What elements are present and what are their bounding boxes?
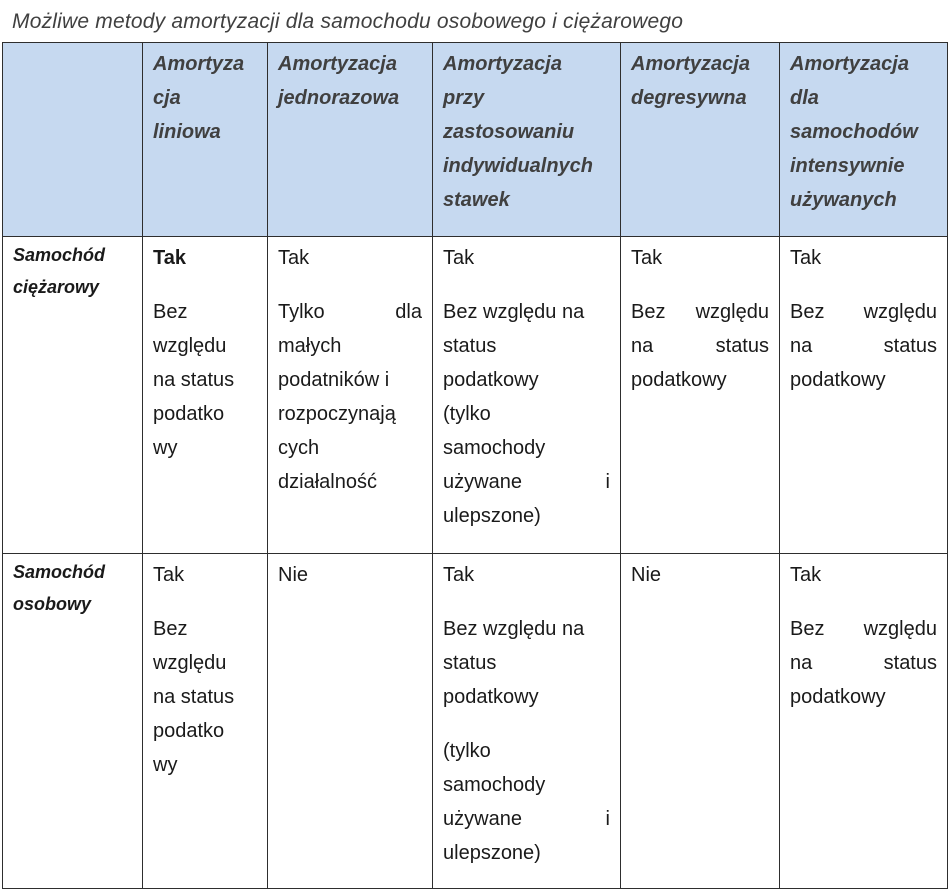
cell-line: status xyxy=(443,335,497,357)
cell-line: Bez względu na xyxy=(443,618,585,640)
table-row-car xyxy=(3,554,948,889)
header-line: samochodów xyxy=(790,121,918,143)
cell-line: względu xyxy=(153,652,227,674)
cell-line: samochody xyxy=(443,774,546,796)
cell-answer: Tak xyxy=(278,247,310,269)
row-label-line: Samochód xyxy=(13,562,106,582)
cell-car-one-time xyxy=(268,554,433,889)
table-caption: Możliwe metody amortyzacji dla samochodu osobowego i ciężarowego xyxy=(12,10,684,33)
header-empty-cell xyxy=(3,43,143,237)
row-header-truck xyxy=(3,237,143,554)
cell-answer: Tak xyxy=(153,564,185,586)
cell-line: używane i xyxy=(443,471,610,493)
header-line: zastosowaniu xyxy=(443,121,575,143)
header-line: jednorazowa xyxy=(278,87,400,109)
cell-car-linear xyxy=(143,554,268,889)
cell-line: podatkowy xyxy=(443,686,539,708)
cell-answer: Tak xyxy=(631,247,663,269)
cell-line: podatko xyxy=(153,720,225,742)
cell-line: Bez względu xyxy=(790,618,937,640)
cell-car-degressive xyxy=(621,554,780,889)
row-header-car xyxy=(3,554,143,889)
cell-line: podatkowy xyxy=(790,686,886,708)
header-line: przy xyxy=(443,87,485,109)
header-line: stawek xyxy=(443,189,510,211)
cell-answer: Tak xyxy=(790,247,822,269)
cell-line: cych xyxy=(278,437,320,459)
cell-car-individual xyxy=(433,554,621,889)
cell-truck-one-time xyxy=(268,237,433,554)
row-label-line: osobowy xyxy=(13,594,92,614)
cell-line: podatko xyxy=(153,403,225,425)
header-line: Amortyzacja xyxy=(631,53,750,75)
cell-line: wy xyxy=(153,754,178,776)
cell-line: na status xyxy=(790,335,937,357)
cell-truck-degressive xyxy=(621,237,780,554)
cell-line: działalność xyxy=(278,471,377,493)
cell-line: na status xyxy=(790,652,937,674)
cell-line: Tylko dla xyxy=(278,301,422,323)
cell-line: status xyxy=(443,652,497,674)
cell-answer: Tak xyxy=(443,247,475,269)
cell-line: Bez xyxy=(153,301,188,323)
cell-answer: Tak xyxy=(443,564,475,586)
header-line: liniowa xyxy=(153,121,221,143)
cell-line: małych xyxy=(278,335,342,357)
header-individual-rates xyxy=(433,43,621,237)
cell-truck-individual xyxy=(433,237,621,554)
header-row xyxy=(3,43,948,237)
header-line: Amortyza xyxy=(153,53,245,75)
cell-line: podatkowy xyxy=(790,369,886,391)
cell-line: na status xyxy=(153,686,235,708)
cell-line: na status xyxy=(153,369,235,391)
cell-line: rozpoczynają xyxy=(278,403,396,425)
header-line: degresywna xyxy=(631,87,747,109)
table-row-truck xyxy=(3,237,948,554)
header-line: używanych xyxy=(790,189,897,211)
header-intensive-use xyxy=(780,43,948,237)
header-line: dla xyxy=(790,87,819,109)
cell-car-intensive xyxy=(780,554,948,889)
header-line: intensywnie xyxy=(790,155,905,177)
cell-line: podatników i xyxy=(278,369,390,391)
header-line: Amortyzacja xyxy=(443,53,562,75)
cell-line: Bez xyxy=(153,618,188,640)
cell-line: podatkowy xyxy=(443,369,539,391)
header-line: cja xyxy=(153,87,181,109)
cell-line: względu xyxy=(153,335,227,357)
cell-truck-intensive xyxy=(780,237,948,554)
cell-answer: Nie xyxy=(631,564,662,586)
cell-line: Bez względu na xyxy=(443,301,585,323)
cell-line: Bez względu xyxy=(631,301,769,323)
row-label-line: Samochód xyxy=(13,245,106,265)
header-line: Amortyzacja xyxy=(278,53,397,75)
cell-answer: Tak xyxy=(153,247,186,269)
cell-line: samochody xyxy=(443,437,546,459)
header-one-time xyxy=(268,43,433,237)
header-line: indywidualnych xyxy=(443,155,594,177)
header-line: Amortyzacja xyxy=(790,53,909,75)
header-degressive xyxy=(621,43,780,237)
cell-line: podatkowy xyxy=(631,369,727,391)
cell-answer: Tak xyxy=(790,564,822,586)
cell-truck-linear xyxy=(143,237,268,554)
cell-line: ulepszone) xyxy=(443,505,541,527)
cell-line: na status xyxy=(631,335,769,357)
cell-line: wy xyxy=(153,437,178,459)
cell-answer: Nie xyxy=(278,564,309,586)
cell-line: (tylko xyxy=(443,403,491,425)
cell-line: używane i xyxy=(443,808,610,830)
cell-line: ulepszone) xyxy=(443,842,541,864)
amortization-table xyxy=(2,42,948,889)
header-linear xyxy=(143,43,268,237)
row-label-line: ciężarowy xyxy=(13,277,100,297)
cell-line: Bez względu xyxy=(790,301,937,323)
cell-line: (tylko xyxy=(443,740,491,762)
